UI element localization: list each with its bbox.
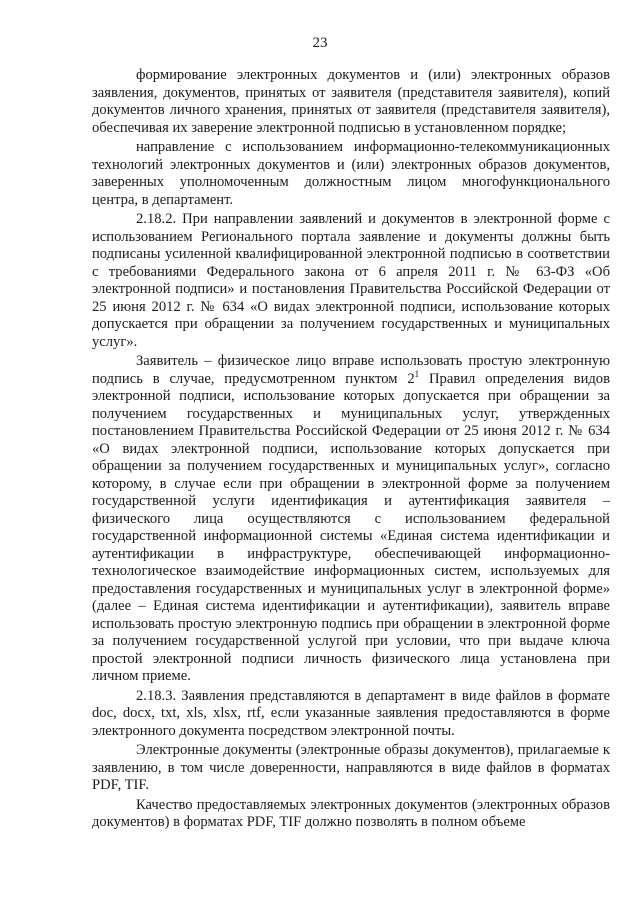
paragraph-document-formation: формирование электронных документов и (или) электронных образов заявления, документов, принятых от заявителя (представителя заявителя), копий документов личного хранения, принятых от заявителя (представителя заявителя), обеспечивая их заверение электронной подписью в установленном порядке; — [92, 67, 610, 136]
paragraph-simple-signature-end: Правил определения видов электронной подписи, использование которых допускается при обращении за получением государственных и муниципальных услуг, утвержденных постановлением Правительства Российской Федерации от 25 июня 2012 г. № 634 «О видах электронной подписи, использование которых допускается при обращении за получением государственных и муниципальных услуг», согласно которому, в случае если при обращении в электронной форме за получением государственной услуги идентификация и аутентификация заявителя – физического лица осуществляются с использованием федеральной государственной информационной системы «Единая система идентификации и аутентификации в инфраструктуре, обеспечивающей информационно-технологическое взаимодействие информационных систем, используемых для предоставления государственных и муниципальных услуг в электронной форме» (далее – Единая система идентификации и аутентификации), заявитель вправе использовать простую электронную подпись при обращении в электронной форме за получением государственной услугой при условии, что при выдаче ключа простой электронной подписи личность физического лица установлена при личном приеме. — [92, 370, 610, 684]
paragraph-simple-signature-start: Заявитель – физическое лицо вправе использовать простую электронную подпись в случае, предусмотренном пунктом 2 — [92, 353, 610, 387]
paragraph-document-transmission: направление с использованием информационно-телекоммуникационных технологий электронных документов и (или) электронных образов документов, заверенных уполномоченным должностным лицом многофункционального центра, в департамент. — [92, 139, 610, 208]
paragraph-2-18-2: 2.18.2. При направлении заявлений и документов в электронной форме с использованием Регионального портала заявление и документы должны быть подписаны усиленной квалифицированной электронной подписью в соответствии с требованиями Федерального закона от 6 апреля 2011 г. № 63-ФЗ «Об электронной подписи» и постановления Правительства Российской Федерации от 25 июня 2012 г. № 634 «О видах электронной подписи, использование которых допускается при обращении за получением государственных и муниципальных услуг». — [92, 211, 610, 350]
paragraph-2-18-3: 2.18.3. Заявления представляются в департамент в виде файлов в формате doc, docx, txt, xls, xlsx, rtf, если указанные заявления предоставляются в форме электронного документа посредством электронной почты. — [92, 687, 610, 739]
footnote-superscript: 1 — [414, 368, 420, 379]
page-number: 23 — [312, 35, 328, 51]
paragraph-attached-documents: Электронные документы (электронные образы документов), прилагаемые к заявлению, в том числе доверенности, направляются в виде файлов в форматах PDF, TIF. — [92, 742, 610, 793]
document-body — [92, 67, 610, 832]
paragraph-simple-signature — [92, 353, 610, 686]
paragraph-document-quality: Качество предоставляемых электронных документов (электронных образов документов) в форматах PDF, TIF должно позволять в полном объеме — [92, 796, 610, 830]
